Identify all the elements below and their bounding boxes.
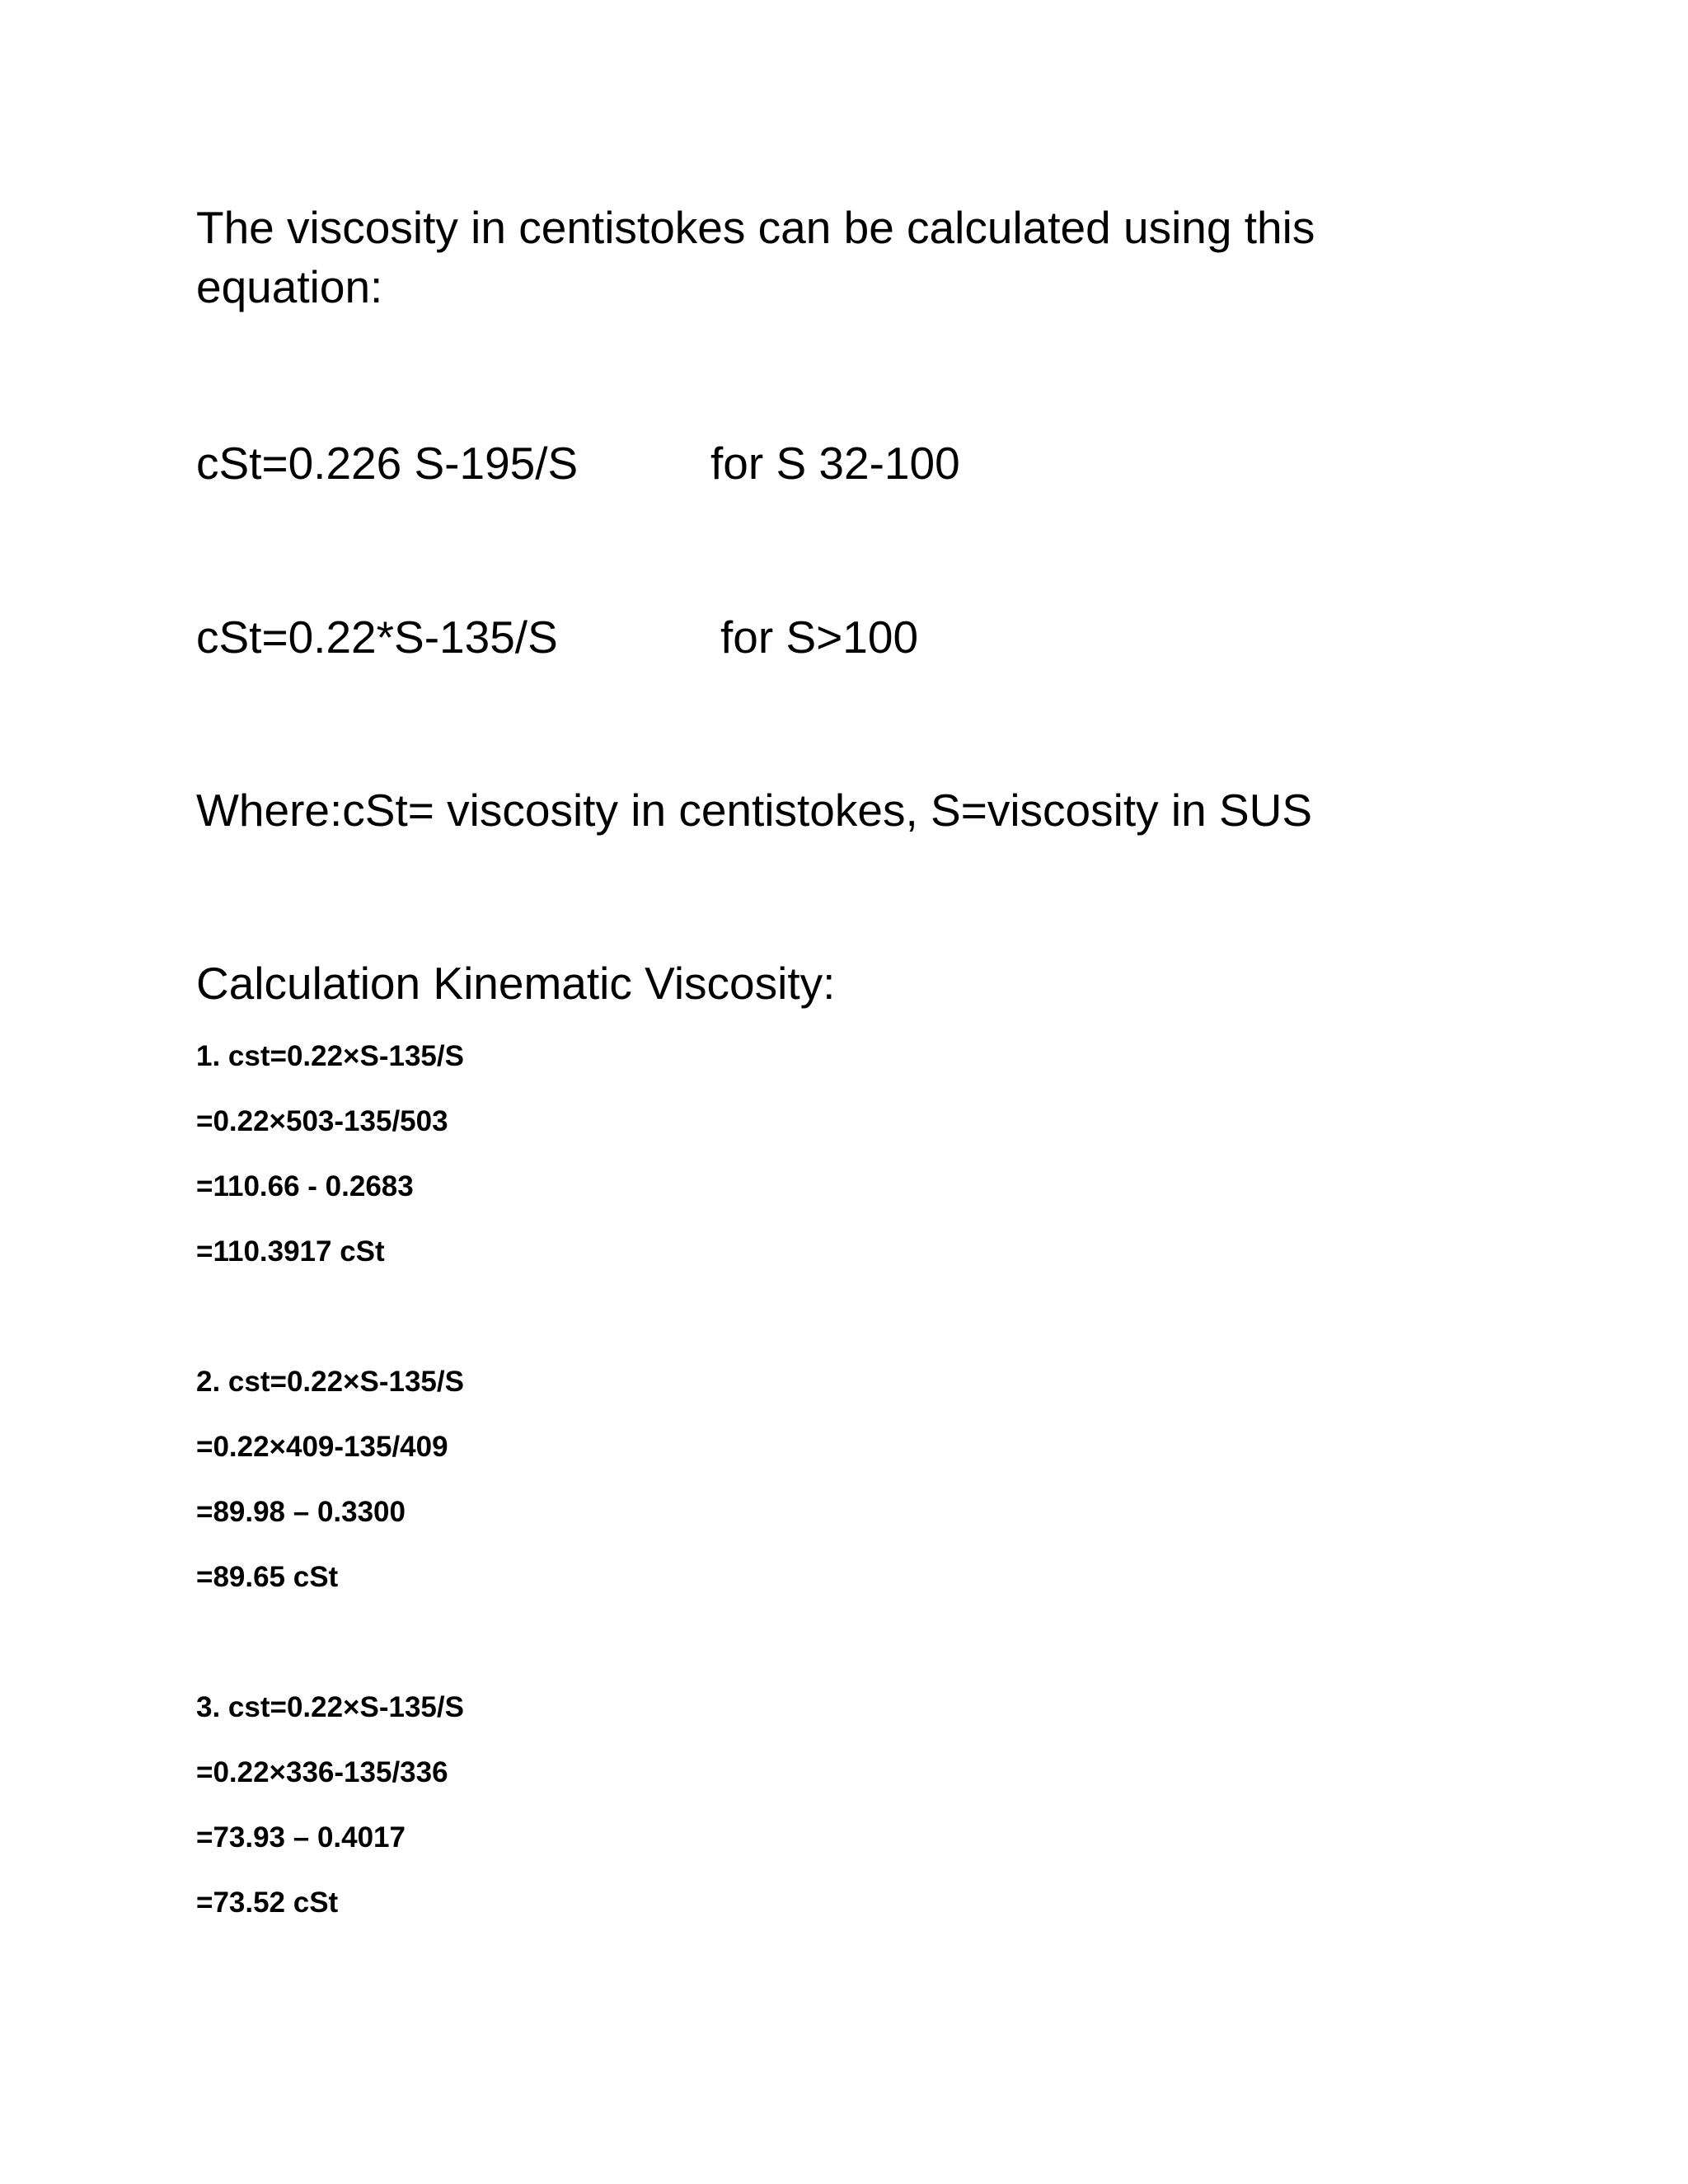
calc-1-line-1: 1. cst=0.22×S-135/S [196,1040,464,1072]
calc-3-line-1: 3. cst=0.22×S-135/S [196,1691,464,1723]
calc-2-line-2: =0.22×409-135/409 [196,1431,448,1463]
equation-1-formula: cSt=0.226 S-195/S [196,438,579,489]
intro-line-2: equation: [196,261,383,312]
where-definition: Where:cSt= viscosity in centistokes, S=viscosity in SUS [196,785,1313,836]
calc-2-line-3: =89.98 – 0.3300 [196,1496,406,1528]
intro-line-1: The viscosity in centistokes can be calculated using this [196,202,1315,253]
equation-2-formula: cSt=0.22*S-135/S [196,612,558,663]
calc-1-line-3: =110.66 - 0.2683 [196,1170,414,1202]
calc-3-line-2: =0.22×336-135/336 [196,1756,448,1788]
calc-1-line-2: =0.22×503-135/503 [196,1105,448,1137]
calc-1-line-4: =110.3917 cSt [196,1235,385,1268]
calc-2-line-1: 2. cst=0.22×S-135/S [196,1366,464,1398]
calculation-heading: Calculation Kinematic Viscosity: [196,958,836,1009]
equation-2-condition: for S>100 [720,612,919,663]
calc-3-line-4: =73.52 cSt [196,1886,339,1919]
calc-2-line-4: =89.65 cSt [196,1561,339,1593]
calc-3-line-3: =73.93 – 0.4017 [196,1821,406,1854]
equation-1-condition: for S 32-100 [710,438,960,489]
